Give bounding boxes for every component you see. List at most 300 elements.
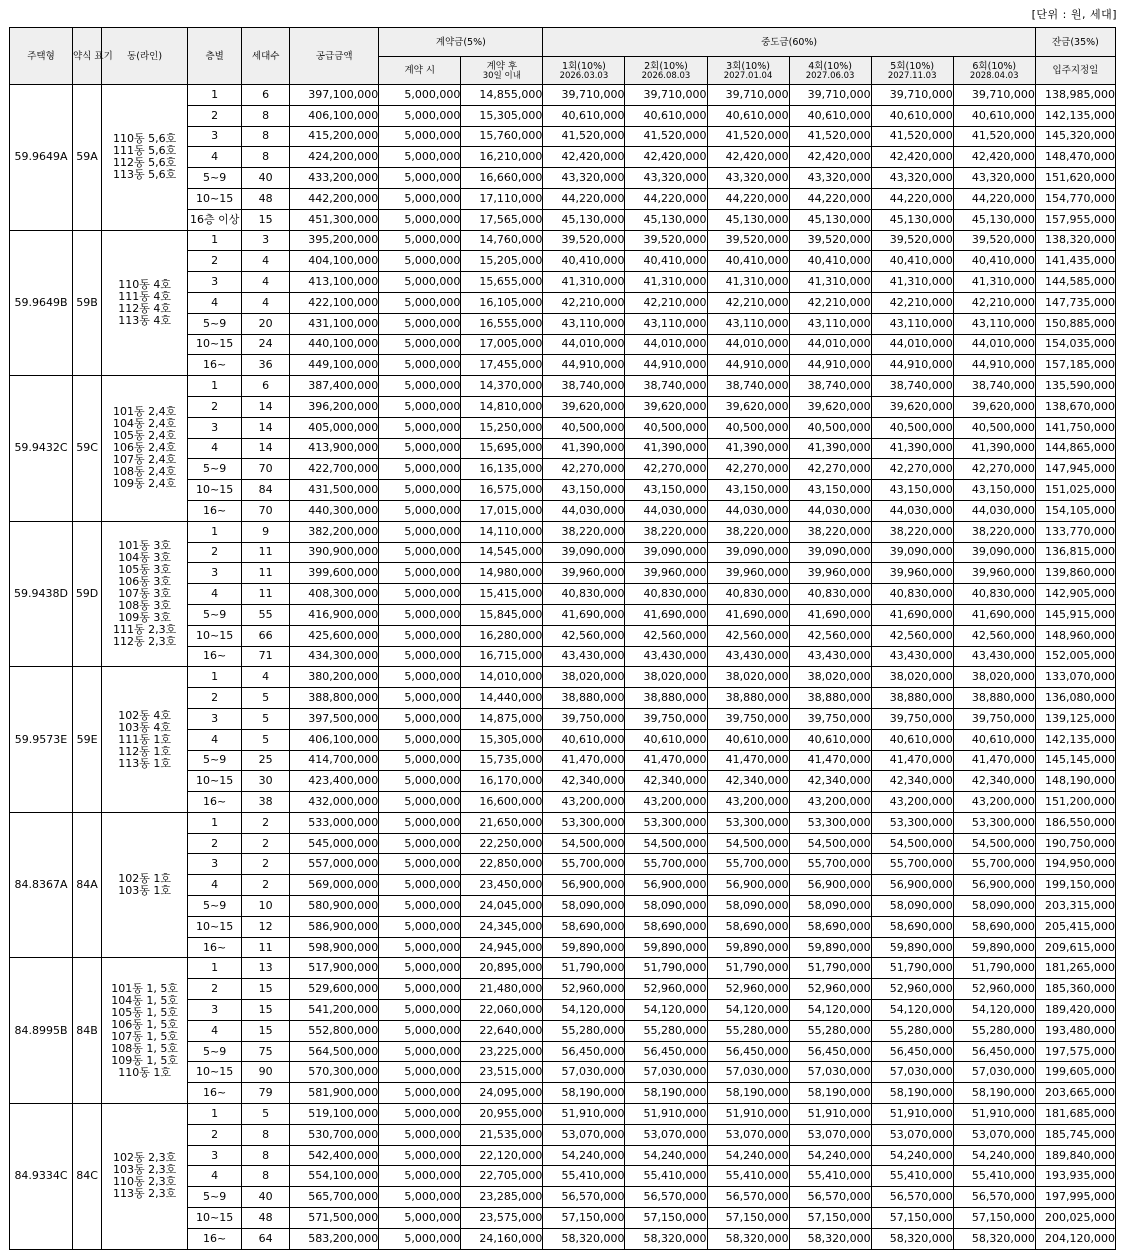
middle-payment-1-cell: 42,340,000 [543,771,625,792]
middle-payment-1-cell: 58,090,000 [543,896,625,917]
middle-payment-5-cell: 39,750,000 [871,708,953,729]
unit-type-cell: 59.9649A [10,85,73,231]
contract-after-cell: 23,225,000 [461,1041,543,1062]
households-cell: 11 [242,937,290,958]
unit-type-cell: 84.9334C [10,1104,73,1250]
middle-payment-4-cell: 38,880,000 [789,688,871,709]
households-cell: 6 [242,85,290,106]
middle-payment-1-cell: 44,910,000 [543,355,625,376]
middle-payment-5-cell: 38,740,000 [871,376,953,397]
floor-cell: 16~ [188,1083,242,1104]
middle-payment-5-cell: 44,910,000 [871,355,953,376]
middle-payment-2-cell: 38,020,000 [625,667,707,688]
contract-at-cell: 5,000,000 [379,230,461,251]
middle-payment-2-cell: 54,120,000 [625,1000,707,1021]
floor-cell: 4 [188,1020,242,1041]
contract-at-cell: 5,000,000 [379,1208,461,1229]
dong-line-item: 109동 1, 5호 [111,1053,178,1067]
floor-cell: 10~15 [188,1062,242,1083]
middle-payment-3-cell: 56,570,000 [707,1187,789,1208]
middle-payment-3-cell: 42,210,000 [707,292,789,313]
dong-line-item: 105동 1, 5호 [111,1005,178,1019]
middle-payment-2-cell: 55,700,000 [625,854,707,875]
contract-after-cell: 15,415,000 [461,584,543,605]
middle-payment-5-cell: 44,030,000 [871,500,953,521]
middle-payment-3-cell: 40,830,000 [707,584,789,605]
contract-after-cell: 14,010,000 [461,667,543,688]
contract-after-cell: 14,875,000 [461,708,543,729]
floor-cell: 3 [188,417,242,438]
middle-payment-3-cell: 42,420,000 [707,147,789,168]
middle-payment-3-cell: 39,960,000 [707,563,789,584]
middle-payment-1-cell: 39,520,000 [543,230,625,251]
middle-payment-6-cell: 58,190,000 [953,1083,1035,1104]
households-cell: 13 [242,958,290,979]
middle-payment-6-cell: 38,740,000 [953,376,1035,397]
contract-after-cell: 15,655,000 [461,272,543,293]
middle-payment-3-cell: 40,610,000 [707,729,789,750]
contract-after-cell: 23,450,000 [461,875,543,896]
middle-payment-5-cell: 44,220,000 [871,188,953,209]
middle-payment-6-cell: 53,070,000 [953,1124,1035,1145]
contract-at-cell: 5,000,000 [379,625,461,646]
middle-payment-1-cell: 39,960,000 [543,563,625,584]
middle-payment-6-cell: 40,410,000 [953,251,1035,272]
table-header [10,28,1116,85]
middle-payment-6-cell: 52,960,000 [953,979,1035,1000]
dong-line-item: 101동 2,4호 [112,405,177,419]
supply-price-cell: 396,200,000 [290,396,379,417]
middle-payment-5-cell: 40,610,000 [871,105,953,126]
contract-at-cell: 5,000,000 [379,604,461,625]
middle-payment-1-cell: 38,020,000 [543,667,625,688]
header-balance-date: 입주지정일 [1035,57,1115,85]
balance-cell: 136,815,000 [1035,542,1115,563]
supply-price-cell: 564,500,000 [290,1041,379,1062]
floor-cell: 2 [188,542,242,563]
middle-payment-4-cell: 57,150,000 [789,1208,871,1229]
middle-payment-6-cell: 55,700,000 [953,854,1035,875]
middle-payment-6-cell: 39,090,000 [953,542,1035,563]
contract-after-cell: 21,480,000 [461,979,543,1000]
households-cell: 14 [242,417,290,438]
households-cell: 36 [242,355,290,376]
contract-after-cell: 14,855,000 [461,85,543,106]
contract-after-cell: 16,105,000 [461,292,543,313]
supply-price-cell: 432,000,000 [290,792,379,813]
households-cell: 5 [242,1104,290,1125]
middle-payment-6-cell: 54,120,000 [953,1000,1035,1021]
middle-payment-1-cell: 39,750,000 [543,708,625,729]
middle-payment-6-cell: 41,310,000 [953,272,1035,293]
middle-payment-2-cell: 53,300,000 [625,812,707,833]
middle-payment-4-cell: 51,910,000 [789,1104,871,1125]
middle-payment-3-cell: 38,740,000 [707,376,789,397]
contract-at-cell: 5,000,000 [379,771,461,792]
balance-cell: 152,005,000 [1035,646,1115,667]
middle-payment-3-cell: 53,300,000 [707,812,789,833]
dong-line-item: 106동 1, 5호 [111,1017,178,1031]
middle-payment-3-cell: 41,470,000 [707,750,789,771]
middle-payment-2-cell: 58,690,000 [625,916,707,937]
middle-payment-3-cell: 39,710,000 [707,85,789,106]
contract-after-cell: 14,110,000 [461,521,543,542]
middle-payment-5-cell: 58,690,000 [871,916,953,937]
middle-payment-5-cell: 56,570,000 [871,1187,953,1208]
balance-cell: 135,590,000 [1035,376,1115,397]
unit-type-cell: 84.8367A [10,812,73,958]
table-row [10,230,1116,251]
middle-payment-4-cell: 39,960,000 [789,563,871,584]
middle-payment-2-cell: 58,320,000 [625,1228,707,1249]
middle-payment-1-cell: 43,150,000 [543,480,625,501]
middle-payment-1-cell: 58,320,000 [543,1228,625,1249]
middle-payment-3-cell: 43,320,000 [707,168,789,189]
table-row [10,376,1116,397]
contract-after-cell: 15,760,000 [461,126,543,147]
unit-abbr-cell: 59A [73,85,102,231]
contract-after-cell: 24,160,000 [461,1228,543,1249]
contract-at-cell: 5,000,000 [379,272,461,293]
middle-payment-5-cell: 42,210,000 [871,292,953,313]
contract-at-cell: 5,000,000 [379,542,461,563]
middle-payment-2-cell: 55,410,000 [625,1166,707,1187]
supply-price-cell: 413,900,000 [290,438,379,459]
households-cell: 4 [242,251,290,272]
middle-payment-4-cell: 42,560,000 [789,625,871,646]
middle-payment-3-cell: 54,120,000 [707,1000,789,1021]
contract-at-cell: 5,000,000 [379,1124,461,1145]
households-cell: 71 [242,646,290,667]
table-row [10,521,1116,542]
floor-cell: 4 [188,147,242,168]
middle-payment-5-cell: 57,150,000 [871,1208,953,1229]
middle-payment-4-cell: 39,750,000 [789,708,871,729]
header-middle-round-1: 1회(10%) 2026.03.03 [543,57,625,85]
contract-after-cell: 16,575,000 [461,480,543,501]
contract-at-cell: 5,000,000 [379,1166,461,1187]
dong-line-item: 102동 4호 [118,708,171,722]
header-contract-after: 계약 후 30일 이내 [461,57,543,85]
balance-cell: 185,360,000 [1035,979,1115,1000]
middle-payment-1-cell: 41,690,000 [543,604,625,625]
supply-price-cell: 517,900,000 [290,958,379,979]
middle-payment-6-cell: 39,750,000 [953,708,1035,729]
middle-payment-3-cell: 56,450,000 [707,1041,789,1062]
floor-cell: 16~ [188,937,242,958]
contract-after-cell: 24,945,000 [461,937,543,958]
contract-at-cell: 5,000,000 [379,750,461,771]
middle-payment-5-cell: 54,120,000 [871,1000,953,1021]
middle-payment-3-cell: 40,500,000 [707,417,789,438]
middle-payment-2-cell: 39,960,000 [625,563,707,584]
header-floor: 층별 [188,28,242,85]
middle-payment-5-cell: 43,110,000 [871,313,953,334]
contract-at-cell: 5,000,000 [379,168,461,189]
floor-cell: 1 [188,376,242,397]
middle-payment-4-cell: 40,500,000 [789,417,871,438]
floor-cell: 4 [188,1166,242,1187]
dong-line-item: 105동 2,4호 [112,429,177,443]
middle-payment-2-cell: 43,110,000 [625,313,707,334]
middle-payment-4-cell: 39,620,000 [789,396,871,417]
dong-line-item: 111동 5,6호 [112,144,177,158]
middle-payment-3-cell: 52,960,000 [707,979,789,1000]
middle-payment-4-cell: 55,700,000 [789,854,871,875]
middle-payment-4-cell: 56,900,000 [789,875,871,896]
contract-after-cell: 14,810,000 [461,396,543,417]
supply-price-cell: 397,500,000 [290,708,379,729]
middle-payment-6-cell: 41,470,000 [953,750,1035,771]
middle-payment-3-cell: 44,030,000 [707,500,789,521]
middle-payment-4-cell: 38,740,000 [789,376,871,397]
middle-payment-3-cell: 58,320,000 [707,1228,789,1249]
middle-payment-2-cell: 43,430,000 [625,646,707,667]
middle-payment-6-cell: 56,570,000 [953,1187,1035,1208]
middle-payment-5-cell: 51,910,000 [871,1104,953,1125]
middle-payment-1-cell: 54,240,000 [543,1145,625,1166]
middle-payment-1-cell: 41,390,000 [543,438,625,459]
dong-line-item: 108동 2,4호 [112,465,177,479]
middle-payment-1-cell: 57,030,000 [543,1062,625,1083]
balance-cell: 181,685,000 [1035,1104,1115,1125]
middle-payment-2-cell: 40,500,000 [625,417,707,438]
dong-line-item: 110동 5,6호 [112,132,177,146]
contract-at-cell: 5,000,000 [379,563,461,584]
middle-payment-1-cell: 53,070,000 [543,1124,625,1145]
middle-payment-5-cell: 41,470,000 [871,750,953,771]
middle-payment-2-cell: 38,220,000 [625,521,707,542]
middle-payment-4-cell: 43,200,000 [789,792,871,813]
floor-cell: 5~9 [188,1041,242,1062]
supply-price-cell: 557,000,000 [290,854,379,875]
balance-cell: 203,315,000 [1035,896,1115,917]
middle-payment-2-cell: 41,470,000 [625,750,707,771]
floor-cell: 4 [188,292,242,313]
middle-payment-5-cell: 52,960,000 [871,979,953,1000]
contract-after-cell: 21,535,000 [461,1124,543,1145]
middle-payment-4-cell: 38,220,000 [789,521,871,542]
dong-line-item: 103동 1호 [118,884,171,898]
balance-cell: 181,265,000 [1035,958,1115,979]
middle-payment-5-cell: 39,620,000 [871,396,953,417]
middle-payment-6-cell: 56,900,000 [953,875,1035,896]
supply-price-cell: 440,100,000 [290,334,379,355]
dong-line-item: 104동 3호 [118,551,171,565]
middle-payment-3-cell: 42,270,000 [707,459,789,480]
balance-cell: 138,670,000 [1035,396,1115,417]
middle-payment-4-cell: 44,010,000 [789,334,871,355]
households-cell: 40 [242,1187,290,1208]
contract-after-cell: 22,060,000 [461,1000,543,1021]
balance-cell: 186,550,000 [1035,812,1115,833]
floor-cell: 16~ [188,646,242,667]
middle-payment-4-cell: 56,570,000 [789,1187,871,1208]
middle-payment-6-cell: 44,910,000 [953,355,1035,376]
supply-price-cell: 422,700,000 [290,459,379,480]
supply-price-cell: 519,100,000 [290,1104,379,1125]
header-households: 세대수 [242,28,290,85]
balance-cell: 139,860,000 [1035,563,1115,584]
middle-payment-2-cell: 54,500,000 [625,833,707,854]
supply-price-cell: 433,200,000 [290,168,379,189]
unit-abbr-cell: 84B [73,958,102,1104]
floor-cell: 3 [188,563,242,584]
middle-payment-1-cell: 42,270,000 [543,459,625,480]
middle-payment-1-cell: 41,310,000 [543,272,625,293]
middle-payment-5-cell: 56,450,000 [871,1041,953,1062]
middle-payment-2-cell: 42,270,000 [625,459,707,480]
middle-payment-5-cell: 55,280,000 [871,1020,953,1041]
floor-cell: 4 [188,875,242,896]
middle-payment-1-cell: 53,300,000 [543,812,625,833]
middle-payment-5-cell: 40,610,000 [871,729,953,750]
dong-line-item: 112동 2,3호 [112,635,177,649]
middle-payment-6-cell: 43,110,000 [953,313,1035,334]
dong-line-item: 109동 3호 [118,611,171,625]
floor-cell: 3 [188,854,242,875]
contract-at-cell: 5,000,000 [379,459,461,480]
contract-after-cell: 24,095,000 [461,1083,543,1104]
balance-cell: 144,585,000 [1035,272,1115,293]
contract-after-cell: 14,370,000 [461,376,543,397]
unit-abbr-cell: 84C [73,1104,102,1250]
supply-price-cell: 586,900,000 [290,916,379,937]
floor-cell: 1 [188,1104,242,1125]
middle-payment-2-cell: 58,190,000 [625,1083,707,1104]
middle-payment-1-cell: 43,430,000 [543,646,625,667]
supply-price-cell: 397,100,000 [290,85,379,106]
middle-payment-2-cell: 44,010,000 [625,334,707,355]
contract-after-cell: 23,575,000 [461,1208,543,1229]
middle-payment-2-cell: 56,900,000 [625,875,707,896]
contract-at-cell: 5,000,000 [379,188,461,209]
contract-at-cell: 5,000,000 [379,916,461,937]
middle-payment-4-cell: 53,300,000 [789,812,871,833]
middle-payment-1-cell: 54,120,000 [543,1000,625,1021]
middle-payment-2-cell: 39,750,000 [625,708,707,729]
dong-line-item: 107동 3호 [118,587,171,601]
supply-price-cell: 422,100,000 [290,292,379,313]
balance-cell: 144,865,000 [1035,438,1115,459]
supply-price-cell: 414,700,000 [290,750,379,771]
middle-payment-2-cell: 55,280,000 [625,1020,707,1041]
middle-payment-2-cell: 44,220,000 [625,188,707,209]
middle-payment-5-cell: 59,890,000 [871,937,953,958]
floor-cell: 16~ [188,500,242,521]
contract-after-cell: 22,250,000 [461,833,543,854]
supply-price-cell: 580,900,000 [290,896,379,917]
contract-after-cell: 17,565,000 [461,209,543,230]
middle-payment-4-cell: 44,030,000 [789,500,871,521]
middle-payment-3-cell: 45,130,000 [707,209,789,230]
balance-cell: 199,605,000 [1035,1062,1115,1083]
middle-payment-5-cell: 38,220,000 [871,521,953,542]
middle-payment-1-cell: 55,700,000 [543,854,625,875]
floor-cell: 5~9 [188,604,242,625]
households-cell: 12 [242,916,290,937]
middle-payment-1-cell: 56,450,000 [543,1041,625,1062]
contract-at-cell: 5,000,000 [379,1187,461,1208]
middle-payment-6-cell: 57,030,000 [953,1062,1035,1083]
middle-payment-3-cell: 56,900,000 [707,875,789,896]
floor-cell: 2 [188,1124,242,1145]
middle-payment-3-cell: 39,620,000 [707,396,789,417]
contract-after-cell: 16,210,000 [461,147,543,168]
middle-payment-3-cell: 42,560,000 [707,625,789,646]
middle-payment-1-cell: 39,090,000 [543,542,625,563]
middle-payment-3-cell: 57,150,000 [707,1208,789,1229]
middle-payment-2-cell: 39,090,000 [625,542,707,563]
unit-abbr-cell: 59C [73,376,102,522]
balance-cell: 151,620,000 [1035,168,1115,189]
floor-cell: 10~15 [188,916,242,937]
middle-payment-5-cell: 44,010,000 [871,334,953,355]
dong-line-item: 113동 4호 [118,313,171,327]
floor-cell: 2 [188,979,242,1000]
dong-line-item: 102동 1호 [118,872,171,886]
middle-payment-6-cell: 44,030,000 [953,500,1035,521]
middle-payment-6-cell: 44,220,000 [953,188,1035,209]
balance-cell: 189,420,000 [1035,1000,1115,1021]
middle-payment-6-cell: 39,710,000 [953,85,1035,106]
supply-price-cell: 530,700,000 [290,1124,379,1145]
middle-payment-1-cell: 43,110,000 [543,313,625,334]
middle-payment-6-cell: 55,280,000 [953,1020,1035,1041]
contract-at-cell: 5,000,000 [379,376,461,397]
contract-at-cell: 5,000,000 [379,875,461,896]
unit-label: [단위 : 원, 세대] [1031,8,1117,21]
middle-payment-2-cell: 40,610,000 [625,729,707,750]
supply-price-cell: 425,600,000 [290,625,379,646]
households-cell: 70 [242,459,290,480]
households-cell: 84 [242,480,290,501]
middle-payment-3-cell: 43,430,000 [707,646,789,667]
floor-cell: 10~15 [188,480,242,501]
middle-payment-6-cell: 41,390,000 [953,438,1035,459]
contract-at-cell: 5,000,000 [379,126,461,147]
middle-payment-6-cell: 58,690,000 [953,916,1035,937]
households-cell: 8 [242,105,290,126]
balance-cell: 151,025,000 [1035,480,1115,501]
contract-at-cell: 5,000,000 [379,1145,461,1166]
middle-payment-6-cell: 38,880,000 [953,688,1035,709]
middle-payment-2-cell: 57,150,000 [625,1208,707,1229]
dong-line-item: 111동 4호 [118,289,171,303]
middle-payment-1-cell: 56,900,000 [543,875,625,896]
contract-after-cell: 21,650,000 [461,812,543,833]
middle-payment-3-cell: 38,220,000 [707,521,789,542]
balance-cell: 150,885,000 [1035,313,1115,334]
balance-cell: 151,200,000 [1035,792,1115,813]
floor-cell: 2 [188,251,242,272]
floor-cell: 5~9 [188,750,242,771]
contract-at-cell: 5,000,000 [379,1062,461,1083]
middle-payment-4-cell: 44,910,000 [789,355,871,376]
contract-after-cell: 16,600,000 [461,792,543,813]
middle-payment-1-cell: 40,830,000 [543,584,625,605]
middle-payment-4-cell: 40,610,000 [789,729,871,750]
middle-payment-6-cell: 40,500,000 [953,417,1035,438]
households-cell: 14 [242,438,290,459]
floor-cell: 3 [188,126,242,147]
balance-cell: 145,145,000 [1035,750,1115,771]
contract-at-cell: 5,000,000 [379,1104,461,1125]
contract-after-cell: 20,955,000 [461,1104,543,1125]
header-middle-round-5: 5회(10%) 2027.11.03 [871,57,953,85]
dong-line-item: 101동 1, 5호 [111,981,178,995]
contract-at-cell: 5,000,000 [379,688,461,709]
